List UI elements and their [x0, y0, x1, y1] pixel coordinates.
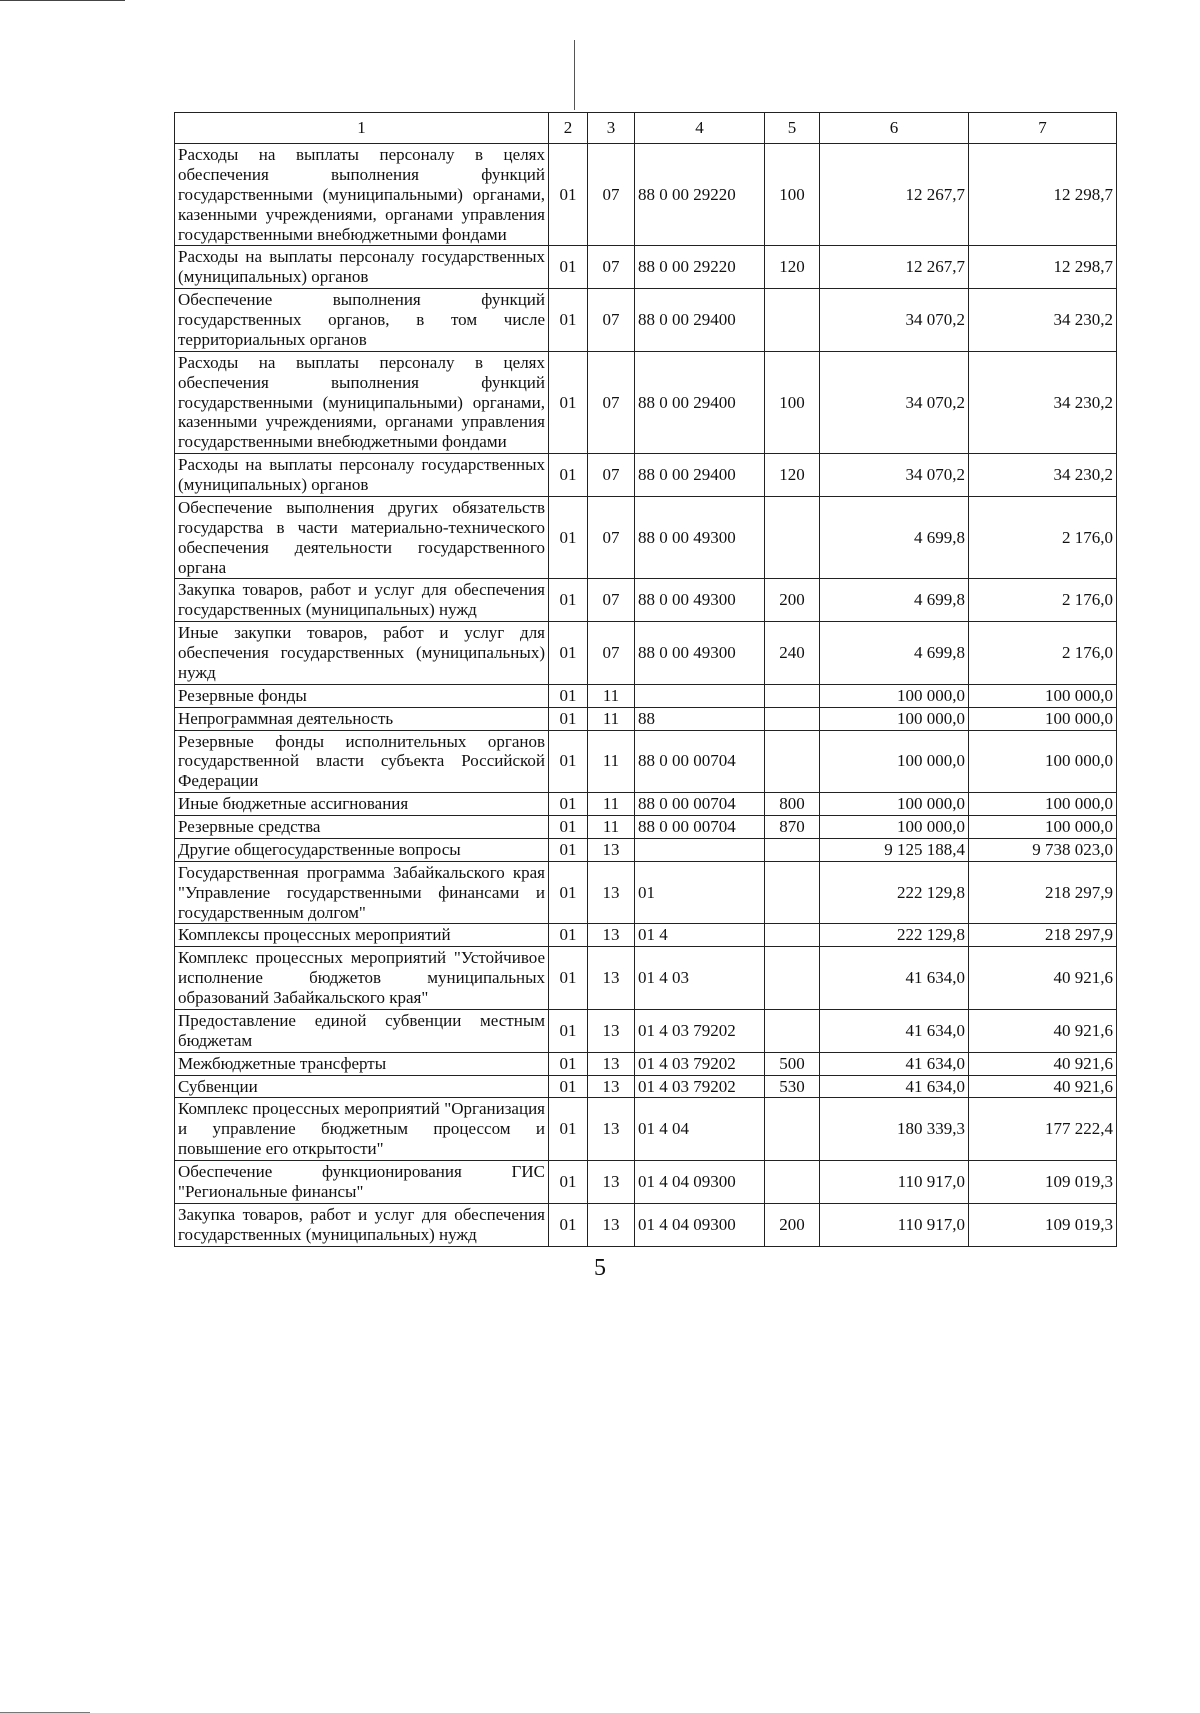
table-row [175, 861, 1117, 924]
subsection-code-cell: 13 [588, 947, 635, 1010]
amount-year1-cell: 4 699,8 [820, 496, 969, 579]
expense-name-cell: Межбюджетные трансферты [175, 1052, 549, 1075]
section-code-cell: 01 [549, 924, 588, 947]
target-article-cell: 88 0 00 49300 [635, 622, 765, 685]
target-article-cell: 88 0 00 29220 [635, 144, 765, 246]
expense-name-cell: Обеспечение функционирования ГИС "Региональные финансы" [175, 1161, 549, 1204]
table-row [175, 1009, 1117, 1052]
section-code-cell: 01 [549, 793, 588, 816]
amount-year1-cell: 12 267,7 [820, 246, 969, 289]
amount-year1-cell: 4 699,8 [820, 579, 969, 622]
target-article-cell: 01 4 04 09300 [635, 1203, 765, 1246]
expense-name-cell: Комплексы процессных мероприятий [175, 924, 549, 947]
expense-name-cell: Закупка товаров, работ и услуг для обеспечения государственных (муниципальных) нужд [175, 1203, 549, 1246]
target-article-cell: 88 0 00 49300 [635, 579, 765, 622]
subsection-code-cell: 13 [588, 924, 635, 947]
target-article-cell: 88 0 00 00704 [635, 730, 765, 793]
table-row [175, 289, 1117, 352]
amount-year2-cell: 100 000,0 [969, 707, 1117, 730]
expense-type-cell: 530 [765, 1075, 820, 1098]
expense-name-cell: Резервные средства [175, 816, 549, 839]
amount-year2-cell: 40 921,6 [969, 1052, 1117, 1075]
expense-name-cell: Государственная программа Забайкальского края "Управление государственными финансами и государственным долгом" [175, 861, 549, 924]
section-code-cell: 01 [549, 1075, 588, 1098]
page-number: 5 [594, 1255, 606, 1281]
expense-type-cell: 100 [765, 144, 820, 246]
table-row [175, 1161, 1117, 1204]
target-article-cell: 88 0 00 00704 [635, 793, 765, 816]
expense-name-cell: Закупка товаров, работ и услуг для обеспечения государственных (муниципальных) нужд [175, 579, 549, 622]
amount-year1-cell: 110 917,0 [820, 1203, 969, 1246]
amount-year2-cell: 40 921,6 [969, 947, 1117, 1010]
expense-name-cell: Резервные фонды исполнительных органов государственной власти субъекта Российской Федерации [175, 730, 549, 793]
amount-year2-cell: 34 230,2 [969, 454, 1117, 497]
column-header: 1 [175, 113, 549, 144]
column-header: 7 [969, 113, 1117, 144]
amount-year1-cell: 110 917,0 [820, 1161, 969, 1204]
amount-year1-cell: 34 070,2 [820, 454, 969, 497]
budget-table [174, 112, 1117, 1247]
expense-type-cell [765, 838, 820, 861]
target-article-cell: 01 4 [635, 924, 765, 947]
subsection-code-cell: 11 [588, 793, 635, 816]
subsection-code-cell: 07 [588, 496, 635, 579]
expense-name-cell: Расходы на выплаты персоналу в целях обеспечения выполнения функций государственными (муниципальными) органами, казенными учреждениями, органами управления государственными внебюджетными фондами [175, 351, 549, 453]
expense-type-cell [765, 947, 820, 1010]
amount-year1-cell: 100 000,0 [820, 684, 969, 707]
amount-year2-cell: 177 222,4 [969, 1098, 1117, 1161]
expense-name-cell: Иные закупки товаров, работ и услуг для обеспечения государственных (муниципальных) нужд [175, 622, 549, 685]
subsection-code-cell: 13 [588, 1052, 635, 1075]
expense-name-cell: Субвенции [175, 1075, 549, 1098]
target-article-cell: 01 4 03 79202 [635, 1009, 765, 1052]
table-row [175, 496, 1117, 579]
expense-type-cell [765, 1161, 820, 1204]
table-row [175, 793, 1117, 816]
table-row [175, 1203, 1117, 1246]
expense-name-cell: Расходы на выплаты персоналу в целях обеспечения выполнения функций государственными (муниципальными) органами, казенными учреждениями, органами управления государственными внебюджетными фондами [175, 144, 549, 246]
target-article-cell: 01 4 04 [635, 1098, 765, 1161]
expense-name-cell: Предоставление единой субвенции местным бюджетам [175, 1009, 549, 1052]
target-article-cell: 01 4 03 79202 [635, 1075, 765, 1098]
amount-year1-cell: 41 634,0 [820, 947, 969, 1010]
subsection-code-cell: 13 [588, 1009, 635, 1052]
amount-year1-cell: 222 129,8 [820, 861, 969, 924]
subsection-code-cell: 13 [588, 1203, 635, 1246]
amount-year1-cell: 100 000,0 [820, 707, 969, 730]
expense-type-cell [765, 1098, 820, 1161]
subsection-code-cell: 13 [588, 838, 635, 861]
section-code-cell: 01 [549, 579, 588, 622]
expense-name-cell: Комплекс процессных мероприятий "Организация и управление бюджетным процессом и повышение его открытости" [175, 1098, 549, 1161]
amount-year2-cell: 100 000,0 [969, 684, 1117, 707]
table-row [175, 707, 1117, 730]
amount-year1-cell: 34 070,2 [820, 351, 969, 453]
amount-year2-cell: 218 297,9 [969, 861, 1117, 924]
amount-year1-cell: 41 634,0 [820, 1052, 969, 1075]
table-row [175, 924, 1117, 947]
target-article-cell: 88 0 00 29220 [635, 246, 765, 289]
table-row [175, 622, 1117, 685]
amount-year2-cell: 40 921,6 [969, 1009, 1117, 1052]
expense-type-cell: 240 [765, 622, 820, 685]
expense-type-cell: 200 [765, 579, 820, 622]
subsection-code-cell: 07 [588, 351, 635, 453]
expense-name-cell: Непрограммная деятельность [175, 707, 549, 730]
expense-name-cell: Обеспечение выполнения других обязательств государства в части материально-технического обеспечения деятельности государственного органа [175, 496, 549, 579]
subsection-code-cell: 11 [588, 684, 635, 707]
subsection-code-cell: 13 [588, 1161, 635, 1204]
table-row [175, 1052, 1117, 1075]
amount-year2-cell: 100 000,0 [969, 816, 1117, 839]
column-header: 2 [549, 113, 588, 144]
amount-year2-cell: 12 298,7 [969, 246, 1117, 289]
table-row [175, 351, 1117, 453]
target-article-cell: 88 0 00 29400 [635, 289, 765, 352]
section-code-cell: 01 [549, 947, 588, 1010]
target-article-cell: 01 4 04 09300 [635, 1161, 765, 1204]
subsection-code-cell: 11 [588, 707, 635, 730]
expense-name-cell: Обеспечение выполнения функций государственных органов, в том числе территориальных органов [175, 289, 549, 352]
expense-type-cell: 120 [765, 246, 820, 289]
column-header: 4 [635, 113, 765, 144]
section-code-cell: 01 [549, 1203, 588, 1246]
amount-year1-cell: 34 070,2 [820, 289, 969, 352]
header-row [175, 113, 1117, 144]
expense-type-cell [765, 707, 820, 730]
expense-type-cell: 100 [765, 351, 820, 453]
amount-year2-cell: 109 019,3 [969, 1161, 1117, 1204]
expense-type-cell: 800 [765, 793, 820, 816]
scan-edge-mark [0, 0, 125, 1]
section-code-cell: 01 [549, 1052, 588, 1075]
section-code-cell: 01 [549, 289, 588, 352]
section-code-cell: 01 [549, 1009, 588, 1052]
section-code-cell: 01 [549, 496, 588, 579]
table-row [175, 1075, 1117, 1098]
expense-type-cell: 120 [765, 454, 820, 497]
table-row [175, 144, 1117, 246]
amount-year1-cell: 180 339,3 [820, 1098, 969, 1161]
amount-year1-cell: 4 699,8 [820, 622, 969, 685]
table-row [175, 579, 1117, 622]
expense-type-cell: 200 [765, 1203, 820, 1246]
section-code-cell: 01 [549, 454, 588, 497]
table-row [175, 684, 1117, 707]
table-body [175, 144, 1117, 1247]
section-code-cell: 01 [549, 730, 588, 793]
table-row [175, 947, 1117, 1010]
expense-type-cell: 500 [765, 1052, 820, 1075]
expense-name-cell: Иные бюджетные ассигнования [175, 793, 549, 816]
target-article-cell: 01 [635, 861, 765, 924]
amount-year1-cell: 9 125 188,4 [820, 838, 969, 861]
subsection-code-cell: 07 [588, 454, 635, 497]
expense-name-cell: Резервные фонды [175, 684, 549, 707]
amount-year2-cell: 9 738 023,0 [969, 838, 1117, 861]
section-code-cell: 01 [549, 1161, 588, 1204]
table-row [175, 454, 1117, 497]
section-code-cell: 01 [549, 816, 588, 839]
target-article-cell [635, 684, 765, 707]
subsection-code-cell: 07 [588, 579, 635, 622]
table-row [175, 816, 1117, 839]
subsection-code-cell: 07 [588, 622, 635, 685]
expense-name-cell: Комплекс процессных мероприятий "Устойчивое исполнение бюджетов муниципальных образований Забайкальского края" [175, 947, 549, 1010]
target-article-cell: 01 4 03 79202 [635, 1052, 765, 1075]
section-code-cell: 01 [549, 861, 588, 924]
expense-name-cell: Расходы на выплаты персоналу государственных (муниципальных) органов [175, 454, 549, 497]
expense-type-cell [765, 861, 820, 924]
scan-fold-mark [574, 40, 575, 110]
subsection-code-cell: 13 [588, 861, 635, 924]
section-code-cell: 01 [549, 246, 588, 289]
amount-year2-cell: 40 921,6 [969, 1075, 1117, 1098]
amount-year1-cell: 41 634,0 [820, 1009, 969, 1052]
amount-year1-cell: 41 634,0 [820, 1075, 969, 1098]
section-code-cell: 01 [549, 351, 588, 453]
expense-type-cell [765, 496, 820, 579]
amount-year2-cell: 100 000,0 [969, 793, 1117, 816]
table-row [175, 1098, 1117, 1161]
target-article-cell: 88 0 00 29400 [635, 454, 765, 497]
expense-name-cell: Другие общегосударственные вопросы [175, 838, 549, 861]
table-row [175, 246, 1117, 289]
amount-year1-cell: 100 000,0 [820, 793, 969, 816]
subsection-code-cell: 13 [588, 1075, 635, 1098]
subsection-code-cell: 11 [588, 816, 635, 839]
table-row [175, 838, 1117, 861]
target-article-cell: 88 0 00 49300 [635, 496, 765, 579]
amount-year1-cell: 100 000,0 [820, 730, 969, 793]
amount-year1-cell: 12 267,7 [820, 144, 969, 246]
target-article-cell: 01 4 03 [635, 947, 765, 1010]
amount-year1-cell: 100 000,0 [820, 816, 969, 839]
section-code-cell: 01 [549, 838, 588, 861]
section-code-cell: 01 [549, 684, 588, 707]
expense-type-cell [765, 730, 820, 793]
subsection-code-cell: 07 [588, 246, 635, 289]
expense-type-cell: 870 [765, 816, 820, 839]
amount-year2-cell: 2 176,0 [969, 579, 1117, 622]
amount-year1-cell: 222 129,8 [820, 924, 969, 947]
amount-year2-cell: 12 298,7 [969, 144, 1117, 246]
amount-year2-cell: 100 000,0 [969, 730, 1117, 793]
column-header: 6 [820, 113, 969, 144]
subsection-code-cell: 07 [588, 144, 635, 246]
amount-year2-cell: 218 297,9 [969, 924, 1117, 947]
section-code-cell: 01 [549, 707, 588, 730]
section-code-cell: 01 [549, 144, 588, 246]
section-code-cell: 01 [549, 622, 588, 685]
subsection-code-cell: 13 [588, 1098, 635, 1161]
column-header: 5 [765, 113, 820, 144]
target-article-cell: 88 [635, 707, 765, 730]
expense-type-cell [765, 684, 820, 707]
expense-type-cell [765, 289, 820, 352]
subsection-code-cell: 11 [588, 730, 635, 793]
amount-year2-cell: 34 230,2 [969, 289, 1117, 352]
expense-type-cell [765, 1009, 820, 1052]
target-article-cell: 88 0 00 00704 [635, 816, 765, 839]
amount-year2-cell: 2 176,0 [969, 622, 1117, 685]
table-row [175, 730, 1117, 793]
expense-type-cell [765, 924, 820, 947]
column-header: 3 [588, 113, 635, 144]
target-article-cell: 88 0 00 29400 [635, 351, 765, 453]
expense-name-cell: Расходы на выплаты персоналу государственных (муниципальных) органов [175, 246, 549, 289]
section-code-cell: 01 [549, 1098, 588, 1161]
amount-year2-cell: 34 230,2 [969, 351, 1117, 453]
target-article-cell [635, 838, 765, 861]
subsection-code-cell: 07 [588, 289, 635, 352]
amount-year2-cell: 109 019,3 [969, 1203, 1117, 1246]
amount-year2-cell: 2 176,0 [969, 496, 1117, 579]
